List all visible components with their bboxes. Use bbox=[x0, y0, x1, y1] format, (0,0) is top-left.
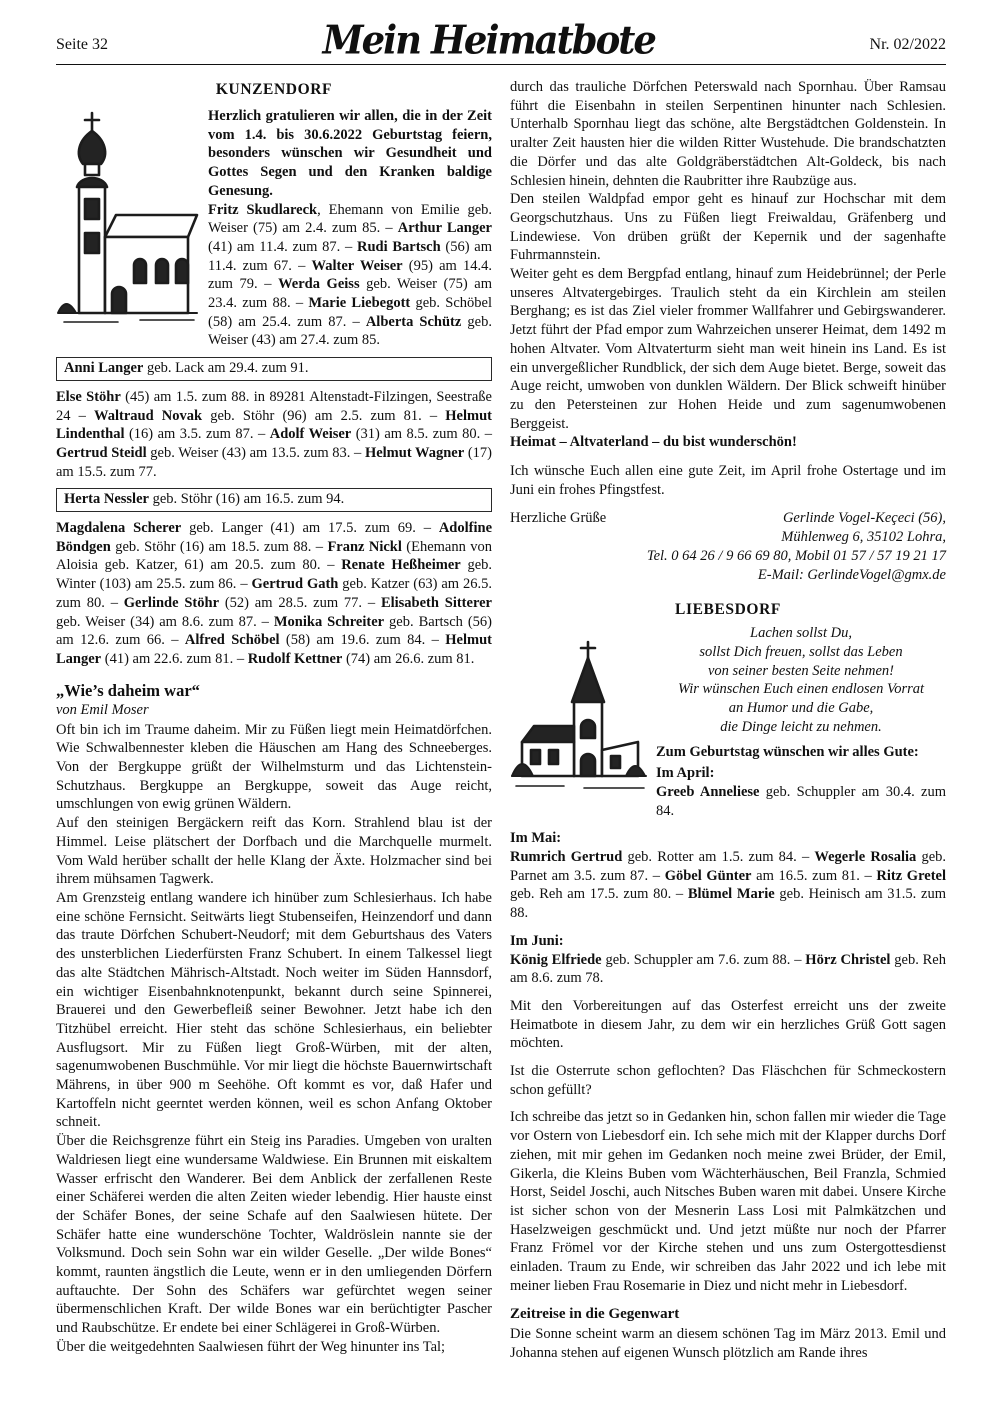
memoir-paragraph: Über die Reichsgrenze führt ein Steig ins Paradies. Umgeben von uralten Waldriesen liegt eine wundersame Waldwiese. Ein Brunnen mit eiskaltem Wasser erfrischt den Wanderer. Bei dem Anblick der zerfallenen Reste einer Schäferei werden die alten Zeiten wieder lebendig. Hier hauste einst der Schäfer Bones, der seine Schafe auf den Saalwiesen hütete. Der Schäfer hatte eine wunderschöne Tochter, Waldröslein nannte sie der Volksmund. Doch sein Sohn war ein wilder Geselle. „Der wilde Bones“ kommt, raunten ängstlich die Leute, wenn er in den umliegenden Dörfern auftauchte. Der Sohn des Schäfers war gefürchtet wegen seiner übermenschlichen Kraft. Der wilde Bones war ein berüchtigter Pascher und Raubschütze. Er endete bei einer Schlägerei in Groß-Würben. bbox=[56, 1133, 492, 1337]
boxed-entry-text: Herta Nessler geb. Stöhr (16) am 16.5. zum 94. bbox=[64, 491, 345, 508]
liebesdorf-paragraph: Ich schreibe das jetzt so in Gedanken hin, schon fallen mir wieder die Tage vor Ostern von Liebesdorf ein. Ich sehe mich mit der Klapper durchs Dorf ziehen, mit mir gehen im Gedanken noch meine zwei Brüder, der Emil, Gikerla, die Kleins Buben vom Wächterhäuschen, Beil Franzla, Schmied Horst, Seidel Joschi, auch Nitsches Buben waren mit dabei. Unsere Kirche ist sicher schon von der Mesnerin Lass Losi mit Palmkätzchen und Haselzweigen geschmückt und. Und jetzt müßte nur noch der Pfarrer Franz Frömel vor der Kirche stehen und uns zum Ostergottesdienst einladen. Traum zu Ende, wir schreiben das Jahr 2022 und ich lebe mit meiner lieben Frau Rosemarie in Diez und nicht mehr in Liebesdorf. bbox=[510, 1109, 946, 1294]
kunzendorf-intro-row bbox=[56, 107, 492, 350]
memoir-paragraph: Auf den steinigen Bergäckern reift das Korn. Strahlend blau ist der Himmel. Leise plätschert der Dorfbach und die Marchquelle murmelt. Vom Wald herüber schallt der helle Klang der Äxte. Holzmacher sind bei ihrem mühsamen Tagwerk. bbox=[56, 815, 492, 888]
right-column bbox=[510, 78, 946, 1362]
zeitreise-paragraph: Die Sonne scheint warm an diesem schönen Tag im März 2013. Emil und Johanna stehen auf eigenen Wunsch plötzlich am Rande ihres bbox=[510, 1325, 946, 1361]
liebesdorf-heading: LIEBESDORF bbox=[675, 601, 781, 619]
poem-line: sollst Dich freuen, sollst das Leben bbox=[699, 643, 903, 660]
kunzendorf-church-illustration bbox=[56, 107, 199, 350]
liebesdorf-paragraph: Ist die Osterrute schon geflochten? Das Fläschchen für Schmeckostern schon gefüllt? bbox=[510, 1063, 946, 1098]
memoir-paragraph: Über die weitgedehnten Saalwiesen führt der Weg hinunter ins Tal; bbox=[56, 1338, 446, 1355]
kunzendorf-intro-text bbox=[208, 107, 492, 350]
zeitreise-heading: Zeitreise in die Gegenwart bbox=[510, 1306, 680, 1323]
memoir-paragraph: Oft bin ich im Traume daheim. Mir zu Füßen liegt mein Heimatdörfchen. Wie Schwalbennester kleben die Häuschen am Hang des Schneeberges. Von der Bergkuppe grüßt der Wilhelmsturm und das Lichtenstein-Schutzhaus. Bergkuppe an Bergkuppe, soweit das Auge reicht, umschlungen von ewig grünen Wäldern. bbox=[56, 721, 492, 813]
easter-wish: Ich wünsche Euch allen eine gute Zeit, im April frohe Ostertage und im Juni ein frohes Pfingstfest. bbox=[510, 463, 946, 498]
page-number: Seite 32 bbox=[56, 36, 108, 53]
poem-line: Wir wünschen Euch einen endlosen Vorrat bbox=[677, 681, 925, 698]
april-birthday-entries: Fritz Skudlareck, Ehemann von Emilie geb. Weiser (75) am 2.4. zum 85. – Arthur Langer (41) am 11.4. zum 87. – Rudi Bartsch (56) am 11.4. zum 67. – Walter Weiser (95) am 14.4. zum 79. – Werda Geiss geb. Weiser (75) am 23.4. zum 88. – Marie Liebegott geb. Schöbel (58) am 25.4. zum 87. – Alberta Schütz geb. Weiser (43) am 27.4. zum 85. bbox=[208, 201, 493, 349]
boxed-entry-herta-nessler bbox=[56, 488, 492, 512]
signature-line: E-Mail: GerlindeVogel@gmx.de bbox=[757, 566, 946, 583]
memoir-byline: von Emil Moser bbox=[56, 701, 149, 718]
april-birthday-entries: Greeb Anneliese geb. Schuppler am 30.4. zum 84. bbox=[656, 783, 946, 819]
poem-line: die Dinge leicht zu nehmen. bbox=[720, 718, 882, 735]
june-birthday-entries: Magdalena Scherer geb. Langer (41) am 17.5. zum 69. – Adolfine Böndgen geb. Stöhr (16) am 18.5. zum 88. – Franz Nickl (Ehemann von Aloisia geb. Katzer, 61) am 20.5. zum 80. – Renate Heßheimer geb. Winter (103) am 25.5. zum 86. – Gertrud Gath geb. Katzer (63) am 26.5. zum 80. – Gerlinde Stöhr (52) am 28.5. zum 77. – Elisabeth Sitterer geb. Weiser (34) am 8.6. zum 87. – Monika Schreiter geb. Bartsch (56) am 12.6. zum 66. – Alfred Schöbel (58) am 19.6. zum 84. – Helmut Langer (41) am 22.6. zum 81. – Rudolf Kettner (74) am 26.6. zum 81. bbox=[56, 520, 493, 667]
memoir-paragraph: Den steilen Waldpfad empor geht es hinauf zur Hochschar mit dem Georgschutzhaus. Uns zu Füßen liegt Freiwaldau, Gräfenberg und Lindewiese. Von drüben grüßt der Kepernik und der sagenhafte Fuhrmannstein. bbox=[510, 191, 946, 264]
birthday-wishes-heading: Zum Geburtstag wünschen wir alles Gute: bbox=[656, 744, 919, 761]
greeting-text: Herzliche Grüße bbox=[510, 510, 607, 527]
signature-line: Tel. 0 64 26 / 9 66 69 80, Mobil 01 57 / 57 19 21 17 bbox=[646, 547, 946, 564]
boxed-entry-text: Anni Langer geb. Lack am 29.4. zum 91. bbox=[64, 360, 309, 377]
may-birthday-entries: Else Stöhr (45) am 1.5. zum 88. in 89281 Altenstadt-Filzingen, Seestraße 24 – Waltraud Novak geb. Stöhr (96) am 2.5. zum 81. – Helmut Lindenthal (16) am 3.5. zum 87. – Adolf Weiser (31) am 8.5. zum 80. – Gertrud Steidl geb. Weiser (43) am 13.5. zum 83. – Helmut Wagner (17) am 15.5. zum 77. bbox=[56, 388, 492, 480]
masthead-title: Mein Heimatbote bbox=[322, 16, 655, 64]
may-birthday-entries: Rumrich Gertrud geb. Rotter am 1.5. zum 84. – Wegerle Rosalia geb. Parnet am 3.5. zum 87. – Göbel Günter am 16.5. zum 81. – Ritz Gretel geb. Reh am 17.5. zum 80. – Blümel Marie geb. Heinisch am 31.5. zum 88. bbox=[510, 849, 947, 922]
signature-line: Gerlinde Vogel-Keçeci (56), bbox=[782, 510, 946, 527]
signature-line: Mühlenweg 6, 35102 Lohra, bbox=[781, 529, 946, 546]
liebesdorf-intro-row bbox=[510, 624, 946, 820]
memoir-paragraph-continued: durch das trauliche Dörfchen Peterswald nach Spornhau. Über Ramsau führt die Eisenbahn in steilen Serpentinen hinunter nach Schlesien. Unterhalb Spornhau liegt das schöne, alte Bergstädtchen Goldenstein. In uralter Zeit hausten hier die wilden Ritter Wustehude. Die brandschatzten die Dörfer und das alte Goldgräberstädtchen Alt-Goldeck, bis nach Schlesien hinein, dehnten die Raubritter ihre Raubzüge aus. bbox=[510, 79, 946, 189]
month-label-may: Im Mai: bbox=[510, 830, 562, 847]
issue-number: Nr. 02/2022 bbox=[869, 36, 946, 53]
month-label-april: Im April: bbox=[656, 765, 715, 782]
poem-line: Lachen sollst Du, bbox=[750, 625, 852, 642]
liebesdorf-poem bbox=[656, 624, 946, 736]
memoir-paragraph: Weiter geht es dem Bergpfad entlang, hinauf zum Heidebrünnel; der Perle unseres Altvatergebirges. Traulich steht da ein Kirchlein am steilen Berghang; es ist das Ziel vieler frommer Wallfahrer und Gebirgswanderer. Jetzt führt der Pfad empor zum Wahrzeichen unserer Heimat, dem 1492 m hohen Altvater. Vom Altvaterturm sieht man weit hinein ins Land. Es ist ein unvergeßlicher Rundblick, der sich dem Auge bietet. Berge, soweit das Auge reicht, umwoben von dunklen Wäldern. Der Blick schweift hinüber zu den Petersteinen zur Hohen Heide und zum sagenumwobenen Berggeist. bbox=[510, 266, 946, 432]
liebesdorf-paragraph: Mit den Vorbereitungen auf das Osterfest erreicht uns der zweite Heimatbote in diesem Jahr, zu dem wir ein herzliches Grüß Gott sagen möchten. bbox=[510, 997, 946, 1052]
poem-line: von seiner besten Seite nehmen! bbox=[707, 662, 894, 679]
content-columns bbox=[56, 78, 946, 1362]
memoir-heading: „Wie’s daheim war“ bbox=[56, 680, 200, 700]
kunzendorf-heading: KUNZENDORF bbox=[215, 81, 333, 98]
heimat-slogan: Heimat – Altvaterland – du bist wunderschön! bbox=[510, 434, 797, 451]
signoff-block bbox=[510, 509, 946, 584]
page-header bbox=[56, 16, 946, 65]
poem-line: an Humor und die Gabe, bbox=[728, 700, 874, 717]
june-birthday-entries: König Elfriede geb. Schuppler am 7.6. zum 88. – Hörz Christel geb. Reh am 8.6. zum 78. bbox=[510, 951, 946, 987]
signature-block bbox=[647, 509, 946, 584]
left-column bbox=[56, 78, 492, 1362]
liebesdorf-church-illustration bbox=[510, 624, 648, 820]
birthday-greeting: Herzlich gratulieren wir allen, die in der Zeit vom 1.4. bis 30.6.2022 Geburtstag feiern, besonders wünschen wir Gesundheit und Gottes Segen und den Kranken baldige Genesung. bbox=[208, 107, 492, 199]
liebesdorf-intro-text bbox=[656, 624, 946, 820]
month-label-june: Im Juni: bbox=[510, 932, 564, 949]
memoir-paragraph: Am Grenzsteig entlang wandere ich hinüber zum Schlesierhaus. Ich habe eine schöne Fernsicht. Seitwärts liegt Stubenseifen, Heinzendorf und dann das traute Dörfchen Schubert-Neudorf; mit dem Geburtshaus des Vaters des unsterblichen Liederfürsten Franz Schubert. In einem Talkessel liegt das alte Städtchen Mährisch-Altstadt. Noch weiter im Süden Hannsdorf, ein wichtiger Eisenbahnknotenpunkt, bekannt durch seine Spinnerei, Brauerei und den Gewerbefleiß seiner Bewohner. Jetzt habe ich den Titzhübel erreicht. Hier steht das schöne Schlesierhaus, ein beliebter Ausflugsort. Mir zu Füßen liegt Groß-Würben, mit der alten, sagenumwobenen Buschmühle. Vor mir liegt die höchste Bauernwirtschaft Mährens, in über 900 m Seehöhe. Oft kommt es vor, daß Hafer und Kartoffeln nicht geerntet werden können, weil es schon Anfang Oktober schneit. bbox=[56, 889, 492, 1131]
boxed-entry-anni-langer bbox=[56, 357, 492, 381]
